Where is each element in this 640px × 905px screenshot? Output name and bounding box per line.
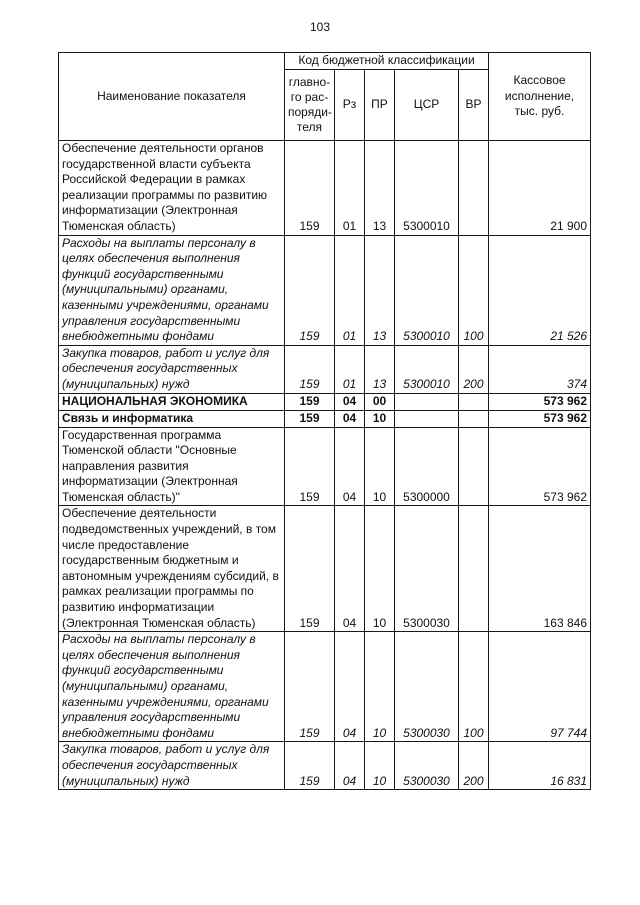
row-main-manager-code: 159	[285, 506, 335, 632]
row-name: Закупка товаров, работ и услуг для обеспечения государственных (муниципальных) нужд	[59, 345, 285, 393]
table-row	[59, 345, 591, 393]
row-name: Закупка товаров, работ и услуг для обеспечения государственных (муниципальных) нужд	[59, 742, 285, 790]
row-vr-code: 200	[459, 345, 489, 393]
header-vr: ВР	[459, 70, 489, 141]
row-amount: 16 831	[489, 742, 591, 790]
row-amount: 573 962	[489, 427, 591, 506]
row-csr-code: 5300010	[395, 235, 459, 345]
row-pr-code: 13	[365, 235, 395, 345]
row-main-manager-code: 159	[285, 632, 335, 742]
row-csr-code	[395, 393, 459, 410]
header-classification-code: Код бюджетной классификации	[285, 53, 489, 70]
header-csr: ЦСР	[395, 70, 459, 141]
row-amount: 573 962	[489, 410, 591, 427]
row-pr-code: 10	[365, 742, 395, 790]
row-name: Обеспечение деятельности органов государственной власти субъекта Российской Федерации в рамках реализации программы по развитию информатизации (Электронная Тюменская область)	[59, 141, 285, 236]
row-pr-code: 13	[365, 141, 395, 236]
row-name: Связь и информатика	[59, 410, 285, 427]
table-body	[59, 141, 591, 790]
table-row	[59, 632, 591, 742]
row-pr-code: 10	[365, 506, 395, 632]
row-csr-code: 5300030	[395, 632, 459, 742]
row-main-manager-code: 159	[285, 742, 335, 790]
row-csr-code: 5300010	[395, 345, 459, 393]
row-pr-code: 10	[365, 632, 395, 742]
row-amount: 163 846	[489, 506, 591, 632]
row-main-manager-code: 159	[285, 393, 335, 410]
row-csr-code	[395, 410, 459, 427]
header-cash-execution: Кассовое исполнение, тыс. руб.	[489, 53, 591, 141]
row-amount: 573 962	[489, 393, 591, 410]
table-row	[59, 506, 591, 632]
row-vr-code: 200	[459, 742, 489, 790]
table-row	[59, 393, 591, 410]
row-vr-code: 100	[459, 632, 489, 742]
row-csr-code: 5300010	[395, 141, 459, 236]
page-number: 103	[309, 20, 331, 34]
row-amount: 21 526	[489, 235, 591, 345]
table-row	[59, 427, 591, 506]
header-indicator-name: Наименование показателя	[59, 53, 285, 141]
row-vr-code	[459, 410, 489, 427]
row-amount: 21 900	[489, 141, 591, 236]
row-name: Расходы на выплаты персоналу в целях обеспечения выполнения функций государственными (муниципальными) органами, казенными учреждениями, органами управления государственными внебюджетными фондами	[59, 235, 285, 345]
row-vr-code	[459, 141, 489, 236]
table-row	[59, 235, 591, 345]
row-rz-code: 04	[335, 410, 365, 427]
row-main-manager-code: 159	[285, 345, 335, 393]
row-pr-code: 13	[365, 345, 395, 393]
row-rz-code: 04	[335, 393, 365, 410]
row-name: НАЦИОНАЛЬНАЯ ЭКОНОМИКА	[59, 393, 285, 410]
row-name: Государственная программа Тюменской области "Основные направления развития информатизации (Электронная Тюменская область)"	[59, 427, 285, 506]
row-pr-code: 10	[365, 427, 395, 506]
row-rz-code: 01	[335, 141, 365, 236]
header-main-manager: главно-го рас-поряди-теля	[285, 70, 335, 141]
row-name: Расходы на выплаты персоналу в целях обеспечения выполнения функций государственными (муниципальными) органами, казенными учреждениями, органами управления государственными внебюджетными фондами	[59, 632, 285, 742]
row-vr-code: 100	[459, 235, 489, 345]
row-csr-code: 5300030	[395, 506, 459, 632]
row-main-manager-code: 159	[285, 410, 335, 427]
table-row	[59, 141, 591, 236]
row-vr-code	[459, 506, 489, 632]
row-csr-code: 5300000	[395, 427, 459, 506]
row-name: Обеспечение деятельности подведомственных учреждений, в том числе предоставление государственным бюджетным и автономным учреждениям субсидий, в рамках реализации программы по развитию информатизации (Электронная Тюменская область)	[59, 506, 285, 632]
row-rz-code: 01	[335, 235, 365, 345]
header-pr: ПР	[365, 70, 395, 141]
row-main-manager-code: 159	[285, 427, 335, 506]
row-csr-code: 5300030	[395, 742, 459, 790]
row-rz-code: 01	[335, 345, 365, 393]
row-rz-code: 04	[335, 506, 365, 632]
row-amount: 97 744	[489, 632, 591, 742]
budget-table	[58, 52, 591, 790]
row-pr-code: 10	[365, 410, 395, 427]
row-vr-code	[459, 393, 489, 410]
row-rz-code: 04	[335, 427, 365, 506]
row-pr-code: 00	[365, 393, 395, 410]
row-rz-code: 04	[335, 632, 365, 742]
row-amount: 374	[489, 345, 591, 393]
table-row	[59, 742, 591, 790]
row-rz-code: 04	[335, 742, 365, 790]
header-rz: Рз	[335, 70, 365, 141]
row-main-manager-code: 159	[285, 141, 335, 236]
table-row	[59, 410, 591, 427]
row-main-manager-code: 159	[285, 235, 335, 345]
row-vr-code	[459, 427, 489, 506]
